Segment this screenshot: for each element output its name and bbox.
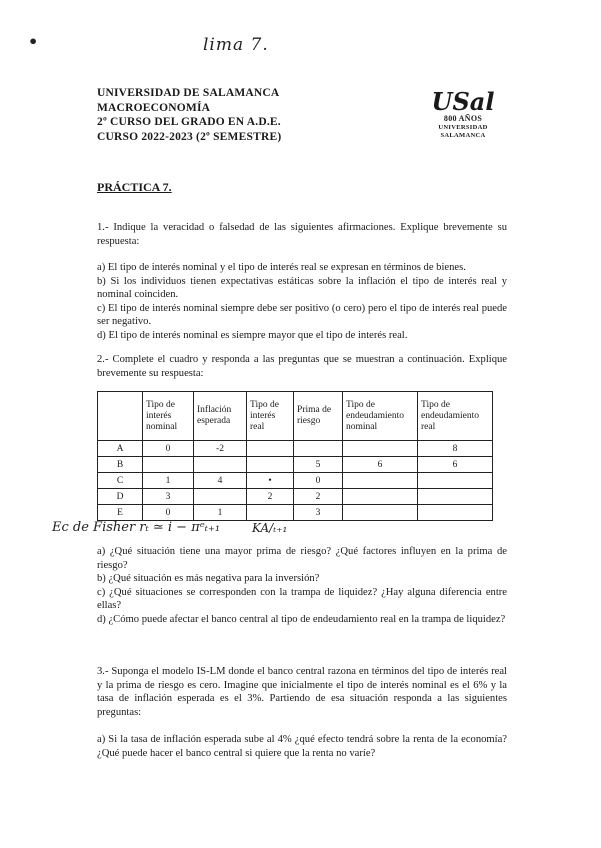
q1-item-a: a) El tipo de interés nominal y el tipo de interés real se expresan en términos de bienes.	[97, 262, 466, 273]
logo-mark: USal	[431, 87, 495, 116]
table-header-cell	[98, 392, 143, 441]
q2-item-d: d) ¿Cómo puede afectar el banco central al tipo de endeudamiento real en la trampa de liquidez?	[97, 613, 506, 625]
document-header	[97, 86, 281, 144]
table-cell: 6	[418, 457, 493, 473]
table-row	[98, 505, 493, 521]
table-header-cell: Prima de riesgo	[294, 392, 343, 441]
table-cell: 0	[294, 473, 343, 489]
q3-item-a: a) Si la tasa de inflación esperada sube al 4% ¿qué efecto tendrá sobre la renta de la economía? ¿Qué puede hacer el banco central si quiere que la renta no varíe?	[97, 734, 507, 759]
margin-mark: •	[28, 32, 39, 51]
table-header-row	[98, 392, 493, 441]
table-cell: B	[98, 457, 143, 473]
practice-title: PRÁCTICA 7.	[97, 180, 172, 194]
question-2-prompt: 2.- Complete el cuadro y responda a las preguntas que se muestran a continuación. Explique brevemente su respuesta:	[97, 354, 507, 379]
table-cell: 2	[294, 489, 343, 505]
handwritten-note-top: lima 7.	[203, 35, 269, 55]
table-cell	[294, 441, 343, 457]
table-row	[98, 457, 493, 473]
question-2-items	[97, 545, 507, 627]
logo-line2: SALAMANCA	[440, 131, 486, 139]
question-3-items	[97, 733, 507, 760]
header-course: 2º CURSO DEL GRADO EN A.D.E.	[97, 116, 281, 128]
table-header-cell: Tipo de endeudamiento nominal	[343, 392, 418, 441]
table-header-cell: Tipo de interés real	[247, 392, 294, 441]
table-cell	[343, 505, 418, 521]
table-cell	[247, 505, 294, 521]
header-subject: MACROECONOMÍA	[97, 101, 211, 114]
table-row	[98, 473, 493, 489]
handwritten-fisher-note: Ec de Fisher rₜ ≃ i − πᵉₜ₊₁	[52, 520, 221, 535]
logo-line1: UNIVERSIDAD	[438, 124, 488, 131]
university-logo	[428, 87, 498, 139]
table-cell: E	[98, 505, 143, 521]
table-cell	[343, 489, 418, 505]
table-cell	[247, 441, 294, 457]
table-cell	[418, 489, 493, 505]
table-cell: •	[247, 473, 294, 489]
table-cell	[194, 489, 247, 505]
header-academic-year: CURSO 2022-2023 (2º SEMESTRE)	[97, 130, 282, 143]
table-cell: 1	[194, 505, 247, 521]
table-cell	[343, 473, 418, 489]
handwritten-fisher-note-tail: KA/ₜ₊₁	[252, 521, 288, 535]
question-1-prompt: 1.- Indique la veracidad o falsedad de las siguientes afirmaciones. Explique brevemente su respuesta:	[97, 222, 507, 247]
table-cell: 6	[343, 457, 418, 473]
q2-item-c: c) ¿Qué situaciones se corresponden con la trampa de liquidez? ¿Hay alguna diferencia entre ellas?	[97, 586, 507, 612]
table-row	[98, 489, 493, 505]
table-cell: 1	[143, 473, 194, 489]
table-cell	[247, 457, 294, 473]
table-header-cell: Inflación esperada	[194, 392, 247, 441]
logo-years: 800 AÑOS	[443, 114, 483, 123]
table-cell	[194, 457, 247, 473]
table-header-cell: Tipo de endeudamiento real	[418, 392, 493, 441]
table-cell	[343, 441, 418, 457]
table-cell: 3	[294, 505, 343, 521]
table-cell: 3	[143, 489, 194, 505]
q1-item-d: d) El tipo de interés nominal es siempre mayor que el tipo de interés real.	[97, 329, 408, 341]
table-row	[98, 441, 493, 457]
q2-item-a: a) ¿Qué situación tiene una mayor prima de riesgo? ¿Qué factores influyen en la prima de riesgo?	[97, 546, 507, 571]
question-3-prompt: 3.- Suponga el modelo IS-LM donde el banco central razona en términos del tipo de interés real y la prima de riesgo es cero. Imagine que inicialmente el tipo de interés nominal es el 6% y la tasa de inflación esperada es el 3%. Partiendo de esa situación responda a las siguientes preguntas:	[97, 666, 507, 718]
header-university: UNIVERSIDAD DE SALAMANCA	[97, 87, 280, 99]
table-header-cell: Tipo de interés nominal	[143, 392, 194, 441]
q1-item-b: b) Si los individuos tienen expectativas estáticas sobre la inflación el tipo de interés real y nominal coinciden.	[97, 275, 507, 301]
table-cell: 0	[143, 441, 194, 457]
question-1-items	[97, 261, 507, 343]
table-cell: D	[98, 489, 143, 505]
table-cell: -2	[194, 441, 247, 457]
table-cell: C	[98, 473, 143, 489]
table-cell	[418, 505, 493, 521]
table-cell	[418, 473, 493, 489]
q2-item-b: b) ¿Qué situación es más negativa para la inversión?	[97, 573, 320, 585]
rates-table	[97, 391, 493, 521]
q1-item-c: c) El tipo de interés nominal siempre debe ser positivo (o cero) pero el tipo de interés real puede ser negativo.	[97, 302, 507, 328]
table-cell: 4	[194, 473, 247, 489]
table-cell: 5	[294, 457, 343, 473]
table-cell: 2	[247, 489, 294, 505]
table-cell: 0	[143, 505, 194, 521]
table-cell: 8	[418, 441, 493, 457]
table-cell: A	[98, 441, 143, 457]
table-cell	[143, 457, 194, 473]
